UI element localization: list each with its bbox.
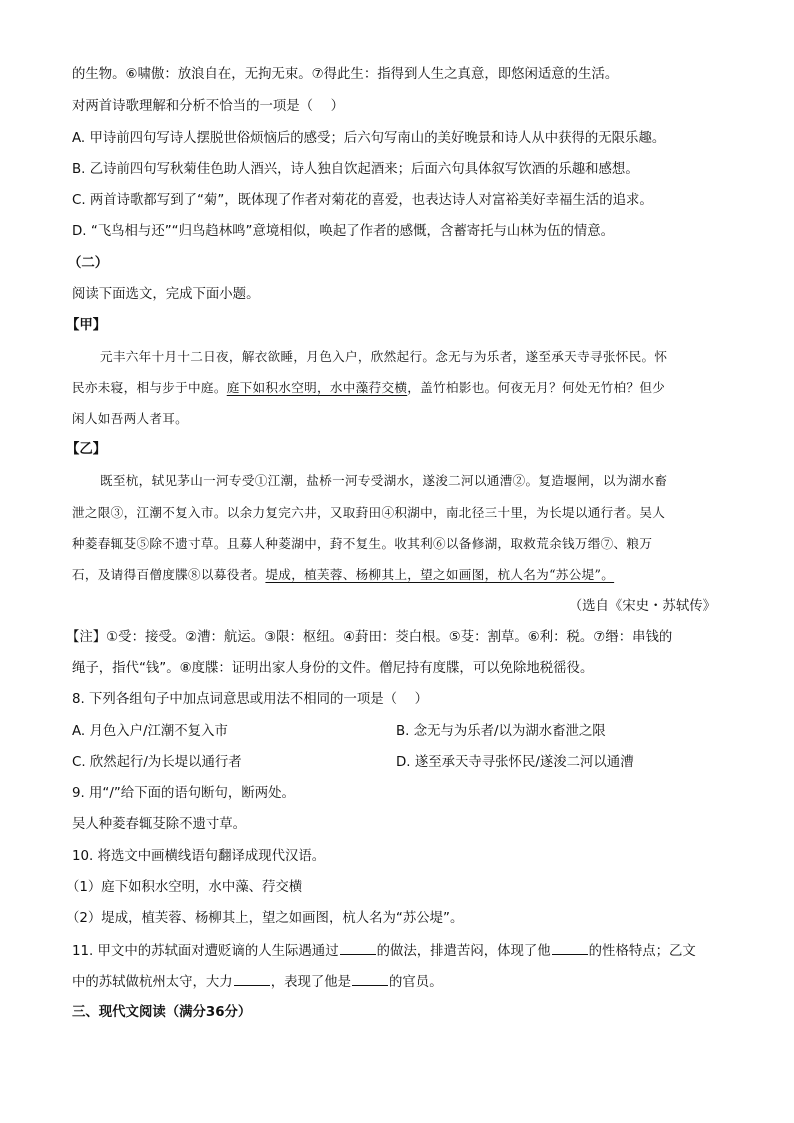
q8-option-a: A. 月色入户/江潮不复入市 — [72, 724, 228, 739]
answer-blank[interactable] — [352, 971, 388, 986]
q8-option-c: C. 欣然起行/为长堤以通行者 — [72, 755, 242, 770]
section-heading-3: 三、现代文阅读（满分36分） — [72, 1005, 252, 1020]
q11-text: 11. 甲文中的苏轼面对遭贬谪的人生际遇通过 — [72, 944, 339, 959]
q11-text: ，表现了他是 — [270, 975, 352, 990]
q11-text: 的性格特点；乙文 — [588, 944, 696, 959]
passage-text: 石，及请得百僧度牒⑧以募役者。 — [72, 567, 266, 582]
q9-sentence: 吴人种菱春辄芟除不遗寸草。 — [72, 817, 247, 832]
passage-yi-line — [72, 565, 722, 585]
question-10: 10. 将选文中画横线语句翻译成现代汉语。 — [72, 849, 326, 864]
question-9: 9. 用“/”给下面的语句断句，断两处。 — [72, 786, 295, 801]
annotation-note: 绳子，指代“钱”。⑧度牒：证明出家人身份的文件。僧尼持有度牒，可以免除地税徭役。 — [72, 661, 594, 676]
passage-yi-line: 泄之限③，江潮不复入市。以余力复完六井，又取葑田④积湖中，南北径三十里，为长堤以通行者。吴人 — [72, 505, 666, 520]
passage-text: 民亦未寝，相与步于中庭。 — [72, 380, 227, 395]
answer-blank[interactable] — [552, 940, 588, 955]
passage-jia-line: 元丰六年十月十二日夜，解衣欲睡，月色入户，欣然起行。念无与为乐者，遂至承天寺寻张怀民。怀 — [100, 349, 668, 364]
q11-text: 的做法，排遣苦闷，体现了他 — [376, 944, 551, 959]
q8-option-b: B. 念无与为乐者/以为湖水畜泄之限 — [396, 724, 606, 739]
option-d: D. “飞鸟相与还”“归鸟趋林鸣”意境相似，唤起了作者的感慨，含蓄寄托与山林为伍的情意。 — [72, 224, 615, 239]
q11-text: 中的苏轼做杭州太守，大力 — [72, 975, 233, 990]
underlined-sentence: 堤成，植芙蓉、杨柳其上，望之如画图，杭人名为“苏公堤”。 — [265, 567, 615, 582]
q11-text: 的官员。 — [389, 975, 443, 990]
question-11 — [72, 940, 722, 962]
passage-yi-line: 既至杭，轼见茅山一河专受①江潮，盐桥一河专受湖水，遂浚二河以通漕②。复造堰闸，以为湖水畜 — [100, 473, 668, 488]
question-stem: 对两首诗歌理解和分析不恰当的一项是（ ） — [72, 99, 345, 114]
answer-blank[interactable] — [340, 940, 376, 955]
passage-yi-line: 种菱春辄芟⑤除不遗寸草。且募人种菱湖中，葑不复生。收其利⑥以备修湖，取救荒余钱万缗⑦、粮万 — [72, 536, 653, 551]
passage-jia-line: 闲人如吾两人者耳。 — [72, 411, 189, 426]
passage-yi-label: 【乙】 — [66, 442, 107, 457]
q10-item-1: （1）庭下如积水空明，水中藻、荇交横 — [66, 880, 303, 895]
q8-option-d: D. 遂至承天寺寻张怀民/遂浚二河以通漕 — [396, 755, 634, 770]
option-c: C. 两首诗歌都写到了“菊”，既体现了作者对菊花的喜爱，也表达诗人对富裕美好幸福生活的追求。 — [72, 193, 653, 208]
option-a: A. 甲诗前四句写诗人摆脱世俗烦恼后的感受；后六句写南山的美好晚景和诗人从中获得的无限乐趣。 — [72, 131, 666, 146]
source-citation: （选自《宋史・苏轼传》 — [568, 599, 716, 614]
q10-item-2: （2）堤成，植芙蓉、杨柳其上，望之如画图，杭人名为“苏公堤”。 — [66, 911, 464, 926]
section-heading-2: （二） — [68, 256, 109, 271]
q8-options-row — [72, 753, 722, 773]
answer-blank[interactable] — [234, 971, 270, 986]
passage-jia-label: 【甲】 — [66, 318, 107, 333]
reading-instruction: 阅读下面选文，完成下面小题。 — [72, 287, 260, 302]
question-8: 8. 下列各组句子中加点词意思或用法不相同的一项是（ ） — [72, 692, 429, 707]
passage-jia-line — [72, 378, 722, 398]
annotation-note: 【注】①受：接受。②漕：航运。③限：枢纽。④葑田：茭白根。⑤芟：割草。⑥利：税。⑦缗：串钱的 — [66, 630, 673, 645]
underlined-sentence: 庭下如积水空明，水中藻荇交横 — [226, 380, 408, 395]
passage-text: ，盖竹柏影也。何夜无月？何处无竹柏？但少 — [407, 380, 666, 395]
option-b: B. 乙诗前四句写秋菊佳色助人酒兴，诗人独自饮起酒来；后面六句具体叙写饮酒的乐趣和感想。 — [72, 162, 639, 177]
question-11-cont — [72, 971, 722, 993]
q8-options-row — [72, 722, 722, 742]
note-continuation: 的生物。⑥啸傲：放浪自在，无拘无束。⑦得此生：指得到人生之真意，即悠闲适意的生活。 — [72, 67, 619, 82]
